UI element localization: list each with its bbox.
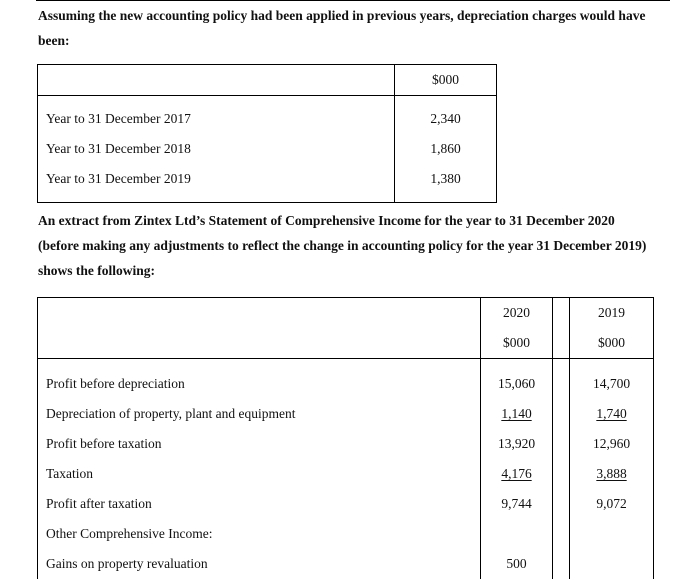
table-row [38,459,654,489]
value-2020: 15,060 [481,369,553,399]
value-2020: 13,920 [481,429,553,459]
value-2019: 1,740 [596,406,627,421]
row-value: 2,340 [430,111,461,126]
value-2019: 12,960 [592,436,631,451]
row-label: Gains on property revaluation [38,549,481,579]
row-label: Profit after taxation [38,489,481,519]
value-2020: 9,744 [481,489,553,519]
year-2020-header: 2020 [481,298,553,329]
row-label: Other Comprehensive Income: [38,519,481,549]
table-row [38,104,497,134]
row-label: Depreciation of property, plant and equipment [38,399,481,429]
top-rule [36,0,670,1]
unit-2020-header: $000 [481,328,553,359]
table-row [38,489,654,519]
table-row [38,369,654,399]
value-2019: 3,888 [596,466,627,481]
row-label: Year to 31 December 2019 [38,164,395,194]
table-row [38,429,654,459]
row-label: Taxation [38,459,481,489]
income-statement-table [37,297,654,579]
table-row [38,549,654,579]
depreciation-unit-header: $000 [395,65,497,96]
value-2020: 500 [481,549,553,579]
value-2020 [481,519,553,549]
value-2020: 1,140 [501,406,532,421]
row-label: Profit before taxation [38,429,481,459]
table-row [38,134,497,164]
intro-paragraph: Assuming the new accounting policy had been applied in previous years, depreciation charges would have been: [38,8,646,48]
year-2019-header: 2019 [598,305,625,320]
value-2019 [570,549,654,579]
value-2019: 9,072 [596,496,627,511]
value-2020: 4,176 [501,466,532,481]
row-value: 1,860 [430,141,461,156]
row-label: Year to 31 December 2018 [38,134,395,164]
extract-paragraph: An extract from Zintex Ltd’s Statement of Comprehensive Income for the year to 31 December 2020 (before making any adjustments to reflect the change in accounting policy for the year 31 December 2019) shows the following: [38,213,647,278]
value-2019: 14,700 [592,376,631,391]
table-row [38,519,654,549]
row-value: 1,380 [430,171,461,186]
table-row [38,164,497,194]
table-row [38,399,654,429]
depreciation-header-label [38,65,395,96]
value-2019 [570,519,654,549]
row-label: Year to 31 December 2017 [38,104,395,134]
row-label: Profit before depreciation [38,369,481,399]
depreciation-table [37,64,497,203]
unit-2019-header: $000 [570,328,654,359]
